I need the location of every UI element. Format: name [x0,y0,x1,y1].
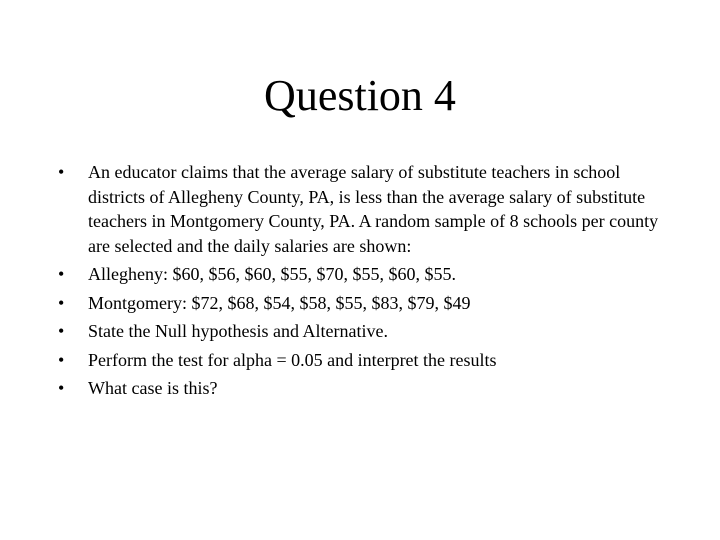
bullet-dot-icon: • [58,321,65,341]
bullet-item-case-question [58,376,678,401]
bullet-text: Montgomery: $72, $68, $54, $58, $55, $83, $79, $49 [88,292,471,313]
bullet-dot-icon: • [58,349,65,370]
bullet-item-montgomery-data [58,291,678,316]
bullet-dot-icon: • [58,162,65,182]
bullet-text: Allegheny: $60, $56, $60, $55, $70, $55, $60, $55. [88,264,456,284]
bullet-text: State the Null hypothesis and Alternative. [88,321,388,341]
bullet-item-allegheny-data [58,262,678,287]
bullet-text: An educator claims that the average salary of substitute teachers in school districts of Allegheny County, PA, is less than the average salary of substitute teachers in Montgomery County, PA. A random sample of 8 schools per county are selected and the daily salaries are shown: [88,162,659,256]
bullet-text: What case is this? [88,378,218,398]
bullet-item-problem-statement [58,160,678,258]
slide-title: Question 4 [264,71,456,120]
bullet-dot-icon: • [58,378,65,398]
bullet-text: Perform the test for alpha = 0.05 and interpret the results [88,349,497,370]
bullet-list [58,160,678,405]
bullet-item-perform-test [58,348,678,373]
bullet-item-hypothesis [58,319,678,344]
bullet-dot-icon: • [58,264,65,284]
bullet-dot-icon: • [58,292,65,313]
